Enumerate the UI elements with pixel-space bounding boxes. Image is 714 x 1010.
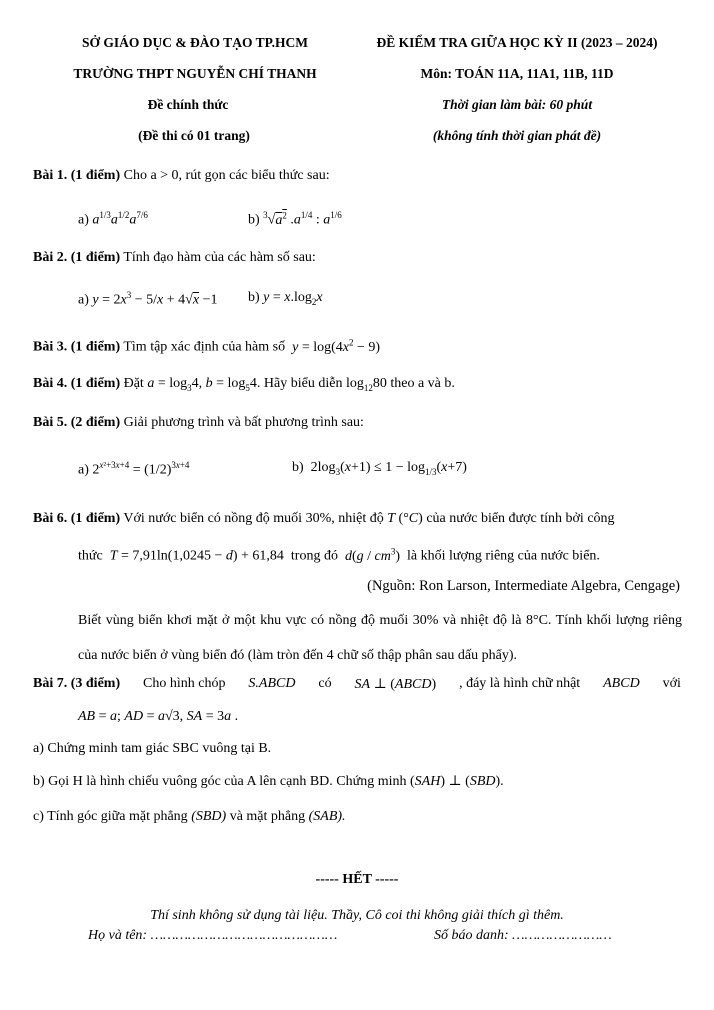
problem-6-label: Bài 6. (1 điểm): [33, 511, 121, 526]
problem-4: [33, 376, 455, 393]
problem-5-a: a) $2^{x^2+3x+4} = (1/2)^{3x+4}$: [78, 460, 190, 478]
problem-1-text: Cho a > 0, rút gọn các biểu thức sau:: [123, 168, 330, 183]
problem-2-label: Bài 2. (1 điểm): [33, 250, 121, 265]
problem-7-c-plane2: (SAB).: [308, 809, 346, 824]
problem-3-formula: $y = \log(4x^2 - 9)$: [292, 337, 381, 355]
time-note: (không tính thời gian phát đề): [432, 128, 602, 143]
problem-7-c: [33, 809, 346, 825]
department-name: SỞ GIÁO DỤC & ĐÀO TẠO TP.HCM: [82, 35, 308, 50]
problem-1-b: b) $^3√a^2$ $.a^{1/4}$ : $a^{1/6}$: [248, 210, 342, 228]
problem-7-given: AB = a; AD = a√3, SA = 3a .: [78, 709, 239, 724]
problem-6-line1-text: Với nước biển có nồng độ muối 30%, nhiệt độ: [123, 511, 384, 526]
problem-7-c-plane1: (SBD): [191, 809, 227, 824]
problem-7-a: a) Chứng minh tam giác SBC vuông tại B.: [33, 741, 272, 756]
problem-3-text: Tìm tập xác định của hàm số: [123, 339, 286, 355]
problem-3: [33, 337, 380, 356]
problem-6-temp: T: [387, 511, 396, 526]
problem-7-line1-b: có: [318, 676, 332, 691]
time-limit: Thời gian làm bài: 60 phút: [441, 97, 593, 112]
problem-6-line2-b: trong đó: [290, 548, 338, 564]
problem-2-b: b) $y = x.\log_2x$: [248, 290, 323, 307]
problem-1: [33, 168, 330, 184]
problem-6-line2: [78, 546, 600, 565]
problem-7-b-formula: (SAH) ⊥ (SBD).: [409, 774, 504, 789]
problem-7-base: ABCD: [603, 676, 640, 691]
problem-5: [33, 415, 364, 431]
problem-1-label: Bài 1. (1 điểm): [33, 168, 121, 183]
problem-4-text-a: Đặt: [123, 376, 144, 391]
problem-7-line1-a: Cho hình chóp: [143, 676, 226, 691]
official-label: Đề chính thức: [147, 97, 229, 112]
problem-4-text-b: . Hãy biểu diễn: [256, 376, 343, 391]
problem-5-b: b) $2\log_3(x+1) \le 1 - \log_{1/3}(x+7)$: [292, 460, 467, 477]
footer-note: Thí sinh không sử dụng tài liệu. Thầy, Cô coi thi không giải thích gì thêm.: [150, 908, 564, 923]
problem-6-paragraph: Biết vùng biển khơi mặt ở một khu vực có nồng độ muối 30% và nhiệt độ là 8°C. Tính khối lượng riêng của nước biển ở vùng biển đó (làm tròn đến 4 chữ số thập phân sau dấu phẩy).: [78, 613, 682, 663]
problem-7-c-text-b: và mặt phẳng: [229, 809, 306, 824]
problem-6-line1-end: của nước biển được tính bởi công: [426, 511, 615, 526]
problem-6-source: (Nguồn: Ron Larson, Intermediate Algebra, Cengage): [367, 578, 680, 594]
problem-6-line2-c: là khối lượng riêng của nước biển.: [407, 548, 600, 564]
end-marker: ----- HẾT -----: [315, 872, 399, 887]
problem-4-target: $\log_{12}80$: [345, 376, 387, 393]
problem-7-perp: SA ⊥ (ABCD): [354, 677, 437, 692]
problem-6-line2-a: thức: [78, 548, 103, 564]
subject-line: Môn: TOÁN 11A, 11A1, 11B, 11D: [420, 66, 614, 81]
problem-7-b: [33, 773, 504, 790]
problem-4-label: Bài 4. (1 điểm): [33, 376, 121, 391]
problem-7-pyramid: S.ABCD: [248, 676, 296, 691]
problem-7-line1-d: với: [662, 676, 681, 691]
problem-6-density: $d(g / cm^3)$: [344, 546, 404, 564]
problem-4-def: $a = \log_34$, $b = \log_54$: [147, 376, 257, 393]
candidate-name-field: Họ và tên: ………………………………………: [88, 928, 338, 943]
candidate-id-field: Số báo danh: ……………………: [434, 928, 612, 943]
problem-3-label: Bài 3. (1 điểm): [33, 339, 121, 355]
problem-7-label: Bài 7. (3 điểm): [33, 676, 121, 691]
problem-6-formula: T = 7,91ln(1,0245 − d) + 61,84: [109, 548, 288, 564]
problem-5-text: Giải phương trình và bất phương trình sau:: [123, 415, 364, 430]
problem-2-text: Tính đạo hàm của các hàm số sau:: [123, 250, 316, 265]
school-name: TRƯỜNG THPT NGUYỄN CHÍ THANH: [73, 66, 317, 81]
problem-1-a: a) $a^{1/3}a^{1/2}a^{7/6}$: [78, 210, 148, 228]
problem-7-line1: [33, 676, 681, 693]
problem-7-line1-c: , đáy là hình chữ nhật: [459, 676, 581, 691]
problem-7-b-text: b) Gọi H là hình chiếu vuông góc của A lên cạnh BD. Chứng minh: [33, 774, 407, 789]
problem-6-line1: Bài 6. (1 điểm) Với nước biển có nồng độ muối 30%, nhiệt độ T (°C) của nước biển được tính bởi công: [33, 511, 615, 526]
problem-2-a: a) $y = 2x^3 - 5/x + 4√x -1$: [78, 290, 218, 308]
problem-5-label: Bài 5. (2 điểm): [33, 415, 121, 430]
page-count: (Đề thi có 01 trang): [138, 128, 250, 143]
problem-4-text-c: theo a và b.: [390, 376, 455, 391]
problem-2: [33, 250, 316, 266]
problem-7-c-text-a: c) Tính góc giữa mặt phẳng: [33, 809, 188, 824]
exam-title: ĐỀ KIỂM TRA GIỮA HỌC KỲ II (2023 – 2024): [376, 35, 658, 50]
